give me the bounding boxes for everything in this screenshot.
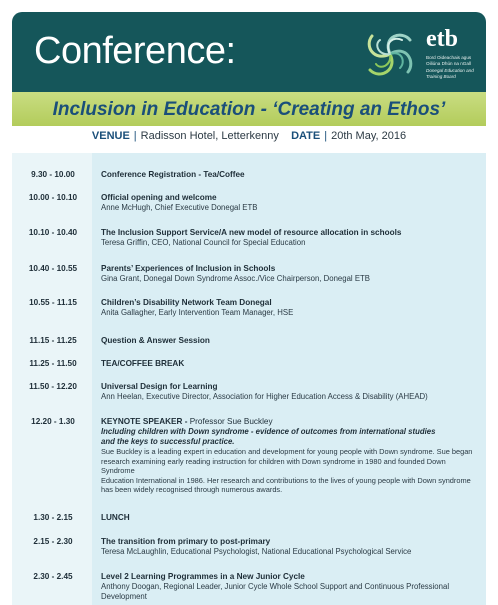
agenda-time: 11.50 - 12.20 [29, 382, 77, 391]
venue-label: VENUE [91, 130, 130, 142]
date-value: 20th May, 2016 [331, 130, 407, 142]
agenda-title: Parents’ Experiences of Inclusion in Schools [101, 264, 276, 273]
agenda-speaker: Anne McHugh, Chief Executive Donegal ETB [101, 203, 258, 212]
agenda-title: LUNCH [101, 513, 130, 522]
agenda-time: 1.30 - 2.15 [33, 513, 73, 522]
agenda-speaker: Gina Grant, Donegal Down Syndrome Assoc./Vice Chairperson, Donegal ETB [101, 274, 370, 283]
keynote-bio-line: research examining early reading instruction for children with Down syndrome in 1980 and founded Down Syndrome [101, 456, 446, 476]
agenda-title: Level 2 Learning Programmes in a New Junior Cycle [101, 572, 305, 581]
keynote-label: KEYNOTE SPEAKER - [101, 417, 190, 426]
keynote-speaker: Professor Sue Buckley [189, 417, 273, 426]
agenda-time: 10.10 - 10.40 [28, 228, 78, 237]
keynote-bio-line: has been widely recognised through numerous awards. [101, 485, 283, 495]
header-banner [12, 12, 486, 92]
etb-logo-text: etb [426, 26, 458, 52]
logo-line-2: Oiliúna Dhún na nGall [426, 61, 471, 66]
agenda-speaker: Anthony Doogan, Regional Leader, Junior Cycle Whole School Support and Continuous Professional Development [101, 582, 450, 601]
agenda-time: 9.30 - 10.00 [31, 170, 75, 179]
conference-title: Conference: [34, 30, 236, 72]
agenda-title: The Inclusion Support Service/A new model of resource allocation in schools [101, 228, 402, 237]
keynote-talk-title: Including children with Down syndrome - evidence of outcomes from international studies [101, 427, 436, 436]
agenda-time: 10.40 - 10.55 [28, 264, 78, 273]
agenda-title: Universal Design for Learning [101, 382, 218, 391]
agenda-speaker: Ann Heelan, Executive Director, Association for Higher Education Access & Disability (AHEAD) [101, 392, 428, 401]
logo-line-3: Donegal Education and [426, 68, 474, 73]
agenda-title: Question & Answer Session [101, 336, 210, 345]
agenda-title: The transition from primary to post-primary [101, 537, 271, 546]
logo-line-4: Training Board [426, 74, 456, 79]
agenda-time: 12.20 - 1.30 [31, 417, 75, 426]
agenda-title: TEA/COFFEE BREAK [101, 359, 185, 368]
conference-subtitle: Inclusion in Education - ‘Creating an Ethos’ [52, 99, 446, 120]
agenda-time: 2.15 - 2.30 [33, 537, 73, 546]
agenda-time: 2.30 - 2.45 [33, 572, 73, 581]
keynote-talk-title: and the keys to successful practice. [101, 437, 235, 446]
agenda-speaker: Anita Gallagher, Early Intervention Team Manager, HSE [101, 308, 294, 317]
keynote-bio-line: Education International in 1986. Her research and contributions to the lives of young people with Down syndrome [101, 475, 471, 485]
etb-swirl-logo-icon [362, 26, 418, 82]
venue-value: Radisson Hotel, Letterkenny [140, 130, 279, 142]
agenda-time: 11.15 - 11.25 [29, 336, 77, 345]
agenda-time: 10.55 - 11.15 [29, 298, 77, 307]
agenda-speaker: Teresa McLaughlin, Educational Psychologist, National Educational Psychological Service [101, 547, 412, 556]
agenda-time: 10.00 - 10.10 [28, 193, 78, 202]
logo-line-1: Bord Oideachais agus [426, 55, 472, 60]
separator: | [133, 130, 137, 142]
agenda-title: Children’s Disability Network Team Donegal [101, 298, 272, 307]
agenda-title: Conference Registration - Tea/Coffee [101, 170, 245, 179]
date-label: DATE [291, 130, 321, 142]
agenda-title [101, 417, 481, 427]
venue-date-row [12, 130, 486, 150]
subtitle-band [12, 92, 486, 126]
agenda-speaker: Teresa Griffin, CEO, National Council for Special Education [101, 238, 306, 247]
separator: | [324, 130, 328, 142]
agenda-title: Official opening and welcome [101, 193, 217, 202]
agenda-time: 11.25 - 11.50 [29, 359, 77, 368]
keynote-bio-line: Sue Buckley is a leading expert in education and development for young people with Down syndrome. Sue began [101, 447, 473, 456]
